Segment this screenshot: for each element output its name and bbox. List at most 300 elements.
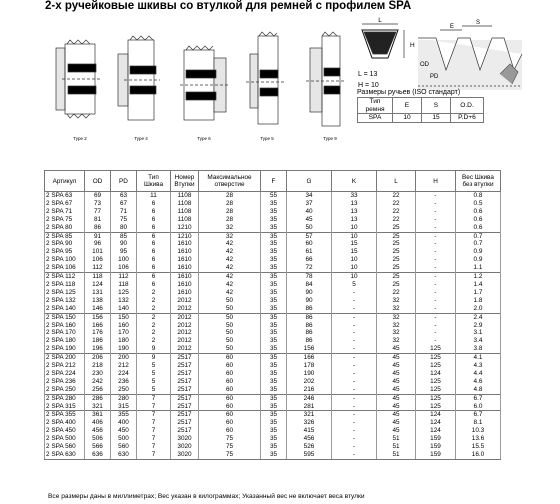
table-cell: 60 xyxy=(199,394,261,402)
table-cell: 13 xyxy=(332,200,377,208)
table-cell: 35 xyxy=(261,256,287,264)
table-cell: 1108 xyxy=(171,200,199,208)
groove-e-label: E xyxy=(450,24,455,30)
table-cell: 0.6 xyxy=(456,208,501,216)
table-cell: 190 xyxy=(287,370,332,378)
table-cell: 13 xyxy=(332,216,377,224)
table-cell: 160 xyxy=(111,322,137,330)
table-row xyxy=(45,322,501,330)
table-cell: 8.1 xyxy=(456,419,501,427)
table-cell: 1.2 xyxy=(456,273,501,281)
table-row xyxy=(45,403,501,411)
table-cell: 25 xyxy=(377,248,416,256)
table-cell: 236 xyxy=(111,378,137,386)
table-row xyxy=(45,354,501,362)
table-cell: 2 SPA 95 xyxy=(45,248,85,256)
table-cell: 51 xyxy=(377,451,416,459)
table-row xyxy=(45,427,501,435)
table-cell: 71 xyxy=(111,208,137,216)
pulley-type-9-drawing xyxy=(306,32,346,126)
table-cell: 7 xyxy=(137,443,171,451)
table-cell: 42 xyxy=(199,248,261,256)
table-cell: 67 xyxy=(111,200,137,208)
table-header-cell: Максимальное отверстие xyxy=(199,171,261,192)
table-cell: 6 xyxy=(137,224,171,232)
table-cell: 35 xyxy=(261,313,287,321)
table-cell: 125 xyxy=(416,345,456,353)
table-cell: 2 SPA 400 xyxy=(45,419,85,427)
table-cell: 2 SPA 71 xyxy=(45,208,85,216)
table-cell: 6 xyxy=(137,264,171,272)
table-cell: 124 xyxy=(416,427,456,435)
table-header-cell: K xyxy=(332,171,377,192)
table-cell: 6.7 xyxy=(456,394,501,402)
table-cell: 595 xyxy=(287,451,332,459)
table-cell: 35 xyxy=(261,411,287,419)
table-cell: - xyxy=(416,281,456,289)
table-cell: 4.1 xyxy=(456,354,501,362)
table-cell: 35 xyxy=(261,200,287,208)
table-cell: 256 xyxy=(85,386,111,394)
table-cell: - xyxy=(332,297,377,305)
table-cell: 216 xyxy=(287,386,332,394)
table-cell: 60 xyxy=(199,378,261,386)
table-cell: 1.7 xyxy=(456,289,501,297)
table-cell: 60 xyxy=(199,354,261,362)
table-cell: 10 xyxy=(332,264,377,272)
table-cell: 2012 xyxy=(171,329,199,337)
groove-s-label: S xyxy=(476,20,481,26)
table-cell: 35 xyxy=(261,362,287,370)
table-cell: - xyxy=(416,322,456,330)
table-cell: - xyxy=(416,240,456,248)
table-cell: 3020 xyxy=(171,443,199,451)
table-cell: - xyxy=(332,386,377,394)
table-cell: 224 xyxy=(111,370,137,378)
table-cell: 42 xyxy=(199,256,261,264)
table-row xyxy=(45,232,501,240)
table-cell: 630 xyxy=(111,451,137,459)
table-cell: 42 xyxy=(199,240,261,248)
table-cell: 180 xyxy=(111,337,137,345)
table-cell: 9 xyxy=(137,354,171,362)
table-cell: 45 xyxy=(377,411,416,419)
table-cell: 86 xyxy=(85,224,111,232)
table-cell: 566 xyxy=(85,443,111,451)
table-cell: 2.4 xyxy=(456,313,501,321)
table-cell: 7 xyxy=(137,411,171,419)
table-row xyxy=(45,305,501,313)
table-cell: - xyxy=(416,232,456,240)
table-cell: 2012 xyxy=(171,345,199,353)
table-cell: - xyxy=(416,192,456,200)
pulley-type-5-drawing xyxy=(246,32,284,124)
table-row xyxy=(45,370,501,378)
table-cell: 450 xyxy=(111,427,137,435)
table-cell: 3.1 xyxy=(456,329,501,337)
table-cell: - xyxy=(332,345,377,353)
table-cell: 32 xyxy=(377,313,416,321)
table-cell: 2517 xyxy=(171,386,199,394)
table-cell: 140 xyxy=(111,305,137,313)
table-cell: 355 xyxy=(111,411,137,419)
table-row xyxy=(45,240,501,248)
table-cell: 212 xyxy=(111,362,137,370)
table-cell: 2 SPA 280 xyxy=(45,394,85,402)
table-cell: 50 xyxy=(199,297,261,305)
table-cell: 506 xyxy=(85,435,111,443)
table-header-cell: G xyxy=(287,171,332,192)
table-cell: 4.4 xyxy=(456,370,501,378)
table-cell: 35 xyxy=(261,427,287,435)
table-cell: 3020 xyxy=(171,451,199,459)
table-cell: 456 xyxy=(287,435,332,443)
table-row xyxy=(45,329,501,337)
table-cell: 90 xyxy=(111,240,137,248)
spec-header-cell: S xyxy=(422,98,451,114)
table-cell: 10 xyxy=(332,232,377,240)
table-cell: 112 xyxy=(111,273,137,281)
table-cell: 35 xyxy=(261,273,287,281)
table-cell: 13 xyxy=(332,208,377,216)
table-cell: 25 xyxy=(377,232,416,240)
table-cell: 186 xyxy=(85,337,111,345)
table-cell: 2.0 xyxy=(456,305,501,313)
table-cell: 7 xyxy=(137,394,171,402)
table-cell: 150 xyxy=(111,313,137,321)
table-cell: 2 SPA 315 xyxy=(45,403,85,411)
table-cell: 35 xyxy=(261,248,287,256)
table-cell: 132 xyxy=(111,297,137,305)
pulley-type-6-drawing xyxy=(180,46,230,120)
spec-value-cell: SPA xyxy=(358,114,393,123)
table-cell: 61 xyxy=(287,248,332,256)
table-cell: 35 xyxy=(261,394,287,402)
spec-header-cell: E xyxy=(393,98,422,114)
table-cell: 4.3 xyxy=(456,362,501,370)
table-cell: 6 xyxy=(137,232,171,240)
table-cell: 406 xyxy=(85,419,111,427)
table-cell: 35 xyxy=(261,370,287,378)
table-cell: 10.3 xyxy=(456,427,501,435)
table-cell: - xyxy=(332,451,377,459)
table-cell: 125 xyxy=(416,354,456,362)
table-cell: - xyxy=(332,419,377,427)
table-cell: 202 xyxy=(287,378,332,386)
table-cell: 6 xyxy=(137,240,171,248)
table-cell: 2 xyxy=(137,313,171,321)
table-cell: 2 SPA 500 xyxy=(45,435,85,443)
table-cell: 75 xyxy=(199,451,261,459)
table-cell: 35 xyxy=(261,386,287,394)
table-cell: 22 xyxy=(377,216,416,224)
groove-pd-label: PD xyxy=(430,74,439,80)
table-cell: - xyxy=(416,289,456,297)
table-cell: 90 xyxy=(287,297,332,305)
table-cell: 170 xyxy=(111,329,137,337)
table-cell: 1.4 xyxy=(456,281,501,289)
table-cell: 10 xyxy=(332,256,377,264)
table-cell: 22 xyxy=(377,200,416,208)
table-cell: 1610 xyxy=(171,289,199,297)
table-header-cell: PD xyxy=(111,171,137,192)
table-cell: - xyxy=(332,411,377,419)
table-cell: 73 xyxy=(85,200,111,208)
table-cell: 156 xyxy=(287,345,332,353)
table-row xyxy=(45,345,501,353)
table-cell: 90 xyxy=(287,289,332,297)
footnote: Все размеры даны в миллиметрах; Вес указан в килограммах; Указанный вес не включает веса втулки xyxy=(48,493,365,500)
table-cell: 560 xyxy=(111,443,137,451)
table-cell: 35 xyxy=(261,378,287,386)
table-cell: 37 xyxy=(287,200,332,208)
table-cell: 250 xyxy=(111,386,137,394)
belt-h-label: H = 10 xyxy=(358,82,379,89)
table-cell: 35 xyxy=(261,322,287,330)
table-cell: 6 xyxy=(137,200,171,208)
table-row xyxy=(45,273,501,281)
table-cell: 1108 xyxy=(171,208,199,216)
table-cell: 6.7 xyxy=(456,411,501,419)
table-cell: - xyxy=(416,313,456,321)
table-cell: 280 xyxy=(111,394,137,402)
table-cell: - xyxy=(332,403,377,411)
table-cell: 45 xyxy=(377,403,416,411)
pulley-drawings xyxy=(0,14,560,146)
table-cell: 2 SPA 140 xyxy=(45,305,85,313)
table-row xyxy=(45,208,501,216)
table-cell: 101 xyxy=(85,248,111,256)
table-cell: 321 xyxy=(85,403,111,411)
table-row xyxy=(45,248,501,256)
table-cell: - xyxy=(332,394,377,402)
table-cell: - xyxy=(416,216,456,224)
table-cell: 5 xyxy=(332,281,377,289)
table-cell: 138 xyxy=(85,297,111,305)
table-cell: 2 SPA 90 xyxy=(45,240,85,248)
table-cell: - xyxy=(332,443,377,451)
table-cell: 50 xyxy=(199,313,261,321)
table-cell: 159 xyxy=(416,443,456,451)
table-cell: 50 xyxy=(199,322,261,330)
table-cell: 75 xyxy=(199,435,261,443)
table-cell: 25 xyxy=(377,273,416,281)
table-cell: - xyxy=(416,273,456,281)
table-cell: - xyxy=(332,337,377,345)
table-header-cell: Вес Шкива без втулки xyxy=(456,171,501,192)
table-cell: 85 xyxy=(111,232,137,240)
table-cell: 72 xyxy=(287,264,332,272)
table-cell: 196 xyxy=(85,345,111,353)
table-cell: 361 xyxy=(85,411,111,419)
table-cell: 1610 xyxy=(171,281,199,289)
table-cell: 75 xyxy=(199,443,261,451)
table-cell: 33 xyxy=(332,192,377,200)
table-cell: 6 xyxy=(137,248,171,256)
table-cell: 42 xyxy=(199,264,261,272)
table-cell: 45 xyxy=(377,386,416,394)
table-cell: 45 xyxy=(377,419,416,427)
table-cell: 2 xyxy=(137,305,171,313)
table-cell: - xyxy=(332,354,377,362)
table-cell: 124 xyxy=(416,419,456,427)
table-cell: 34 xyxy=(287,192,332,200)
table-row xyxy=(45,289,501,297)
table-cell: 1610 xyxy=(171,256,199,264)
table-cell: 25 xyxy=(377,281,416,289)
table-cell: 25 xyxy=(377,240,416,248)
type-label-6: Type 6 xyxy=(197,136,211,141)
table-cell: 35 xyxy=(261,451,287,459)
table-cell: - xyxy=(416,305,456,313)
table-cell: 50 xyxy=(199,329,261,337)
table-cell: 2517 xyxy=(171,394,199,402)
table-cell: 2 SPA 80 xyxy=(45,224,85,232)
table-cell: 636 xyxy=(85,451,111,459)
table-cell: 230 xyxy=(85,370,111,378)
table-cell: 69 xyxy=(85,192,111,200)
table-body xyxy=(45,192,501,460)
table-cell: 200 xyxy=(111,354,137,362)
pulley-type-2-drawing xyxy=(56,40,100,118)
table-cell: - xyxy=(416,248,456,256)
table-header-row xyxy=(45,171,501,192)
table-cell: 66 xyxy=(287,256,332,264)
table-cell: 60 xyxy=(199,411,261,419)
table-cell: 57 xyxy=(287,232,332,240)
table-cell: 2 SPA 150 xyxy=(45,313,85,321)
table-cell: - xyxy=(416,329,456,337)
table-cell: - xyxy=(416,224,456,232)
groove-profile-drawing xyxy=(418,26,522,90)
table-cell: 91 xyxy=(85,232,111,240)
table-cell: 81 xyxy=(85,216,111,224)
table-cell: 2517 xyxy=(171,403,199,411)
table-row xyxy=(45,451,501,459)
table-cell: - xyxy=(416,264,456,272)
table-cell: 6 xyxy=(137,216,171,224)
table-cell: 5 xyxy=(137,386,171,394)
table-cell: 131 xyxy=(85,289,111,297)
table-cell: 500 xyxy=(111,435,137,443)
table-cell: 4.6 xyxy=(456,378,501,386)
table-cell: 9 xyxy=(137,345,171,353)
table-cell: 190 xyxy=(111,345,137,353)
table-row xyxy=(45,297,501,305)
table-cell: 242 xyxy=(85,378,111,386)
table-cell: 3.4 xyxy=(456,337,501,345)
table-cell: 0.6 xyxy=(456,216,501,224)
type-label-4: Type 4 xyxy=(134,136,148,141)
table-cell: 2 SPA 118 xyxy=(45,281,85,289)
table-cell: 35 xyxy=(261,208,287,216)
table-cell: 2517 xyxy=(171,411,199,419)
table-cell: 2012 xyxy=(171,322,199,330)
table-cell: 526 xyxy=(287,443,332,451)
table-cell: - xyxy=(332,378,377,386)
table-cell: 2 xyxy=(137,337,171,345)
table-cell: 2517 xyxy=(171,378,199,386)
table-cell: 6 xyxy=(137,256,171,264)
table-cell: 6.0 xyxy=(456,403,501,411)
table-cell: 35 xyxy=(261,289,287,297)
table-cell: 25 xyxy=(377,224,416,232)
table-cell: 11 xyxy=(137,192,171,200)
table-row xyxy=(45,200,501,208)
table-cell: 1108 xyxy=(171,216,199,224)
spec-header-cell: Тип ремня xyxy=(358,98,393,114)
table-cell: 0.6 xyxy=(456,224,501,232)
table-cell: 32 xyxy=(377,329,416,337)
table-cell: 0.7 xyxy=(456,232,501,240)
belt-l-mark: L xyxy=(378,17,382,24)
groove-spec-table xyxy=(357,97,484,123)
table-cell: 45 xyxy=(377,427,416,435)
table-cell: - xyxy=(332,427,377,435)
table-cell: 166 xyxy=(85,322,111,330)
table-cell: 35 xyxy=(261,403,287,411)
table-cell: 2517 xyxy=(171,370,199,378)
table-cell: - xyxy=(332,305,377,313)
type-label-5: Type 5 xyxy=(260,136,274,141)
table-cell: 50 xyxy=(199,345,261,353)
table-row xyxy=(45,264,501,272)
groove-spec-block xyxy=(357,89,484,123)
table-cell: 2012 xyxy=(171,297,199,305)
table-cell: 16.0 xyxy=(456,451,501,459)
table-cell: 125 xyxy=(416,386,456,394)
table-cell: 32 xyxy=(377,322,416,330)
table-cell: 125 xyxy=(416,394,456,402)
table-cell: 45 xyxy=(377,362,416,370)
table-cell: 32 xyxy=(377,337,416,345)
table-cell: 2 SPA 100 xyxy=(45,256,85,264)
table-cell: 0.7 xyxy=(456,240,501,248)
table-cell: 6 xyxy=(137,281,171,289)
table-cell: 50 xyxy=(287,224,332,232)
table-cell: 40 xyxy=(287,208,332,216)
type-label-2: Type 2 xyxy=(73,136,87,141)
table-cell: 3.8 xyxy=(456,345,501,353)
table-cell: 15 xyxy=(332,240,377,248)
table-cell: 281 xyxy=(287,403,332,411)
table-cell: 2517 xyxy=(171,427,199,435)
table-cell: 2 SPA 170 xyxy=(45,329,85,337)
belt-l-label: L = 13 xyxy=(358,71,378,78)
table-cell: 6 xyxy=(137,208,171,216)
table-cell: 50 xyxy=(199,337,261,345)
table-cell: 13.6 xyxy=(456,435,501,443)
table-cell: 86 xyxy=(287,322,332,330)
table-header-cell: L xyxy=(377,171,416,192)
table-cell: 2 SPA 200 xyxy=(45,354,85,362)
table-cell: 60 xyxy=(199,386,261,394)
table-cell: 2 SPA 250 xyxy=(45,386,85,394)
table-cell: 124 xyxy=(416,411,456,419)
table-cell: 45 xyxy=(377,394,416,402)
table-row xyxy=(45,378,501,386)
table-cell: 2 SPA 355 xyxy=(45,411,85,419)
table-cell: 124 xyxy=(85,281,111,289)
table-cell: 146 xyxy=(85,305,111,313)
table-cell: 400 xyxy=(111,419,137,427)
table-row xyxy=(45,443,501,451)
table-cell: 51 xyxy=(377,435,416,443)
table-cell: 28 xyxy=(199,208,261,216)
table-cell: 6 xyxy=(137,273,171,281)
table-cell: 60 xyxy=(199,362,261,370)
table-cell: 32 xyxy=(377,305,416,313)
